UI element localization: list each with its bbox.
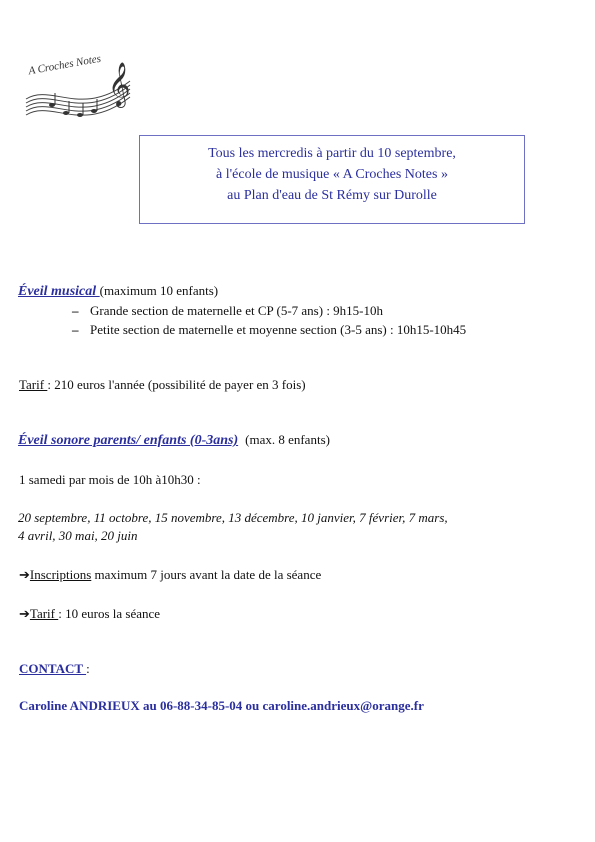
dash-bullet-icon: – [72, 322, 79, 337]
contact-heading [19, 661, 90, 677]
header-box [139, 135, 525, 224]
header-line-2: à l'école de musique « A Croches Notes » [216, 167, 448, 182]
eveil-sonore-dates-2: 4 avril, 30 mai, 20 juin [18, 528, 138, 543]
header-line-3: au Plan d'eau de St Rémy sur Durolle [227, 188, 437, 203]
logo [22, 53, 134, 125]
contact-label: CONTACT [19, 661, 87, 676]
eveil-sonore-note: (max. 8 enfants) [245, 432, 330, 447]
arrow-right-icon: ➔ [19, 606, 30, 621]
tarif-seance-label: Tarif [29, 606, 59, 621]
eveil-sonore-dates-1: 20 septembre, 11 octobre, 15 novembre, 13 décembre, 10 janvier, 7 février, 7 mars, [18, 510, 448, 525]
eveil-musical-heading [18, 283, 218, 300]
list-item [72, 322, 466, 338]
tarif-line [19, 377, 306, 393]
eveil-sonore-title: Éveil sonore parents/ enfants (0-3ans) [18, 433, 239, 448]
header-line-1: Tous les mercredis à partir du 10 septembre, [208, 146, 456, 161]
inscriptions-line [19, 567, 321, 583]
inscriptions-label: Inscriptions [29, 567, 92, 582]
tarif-seance-line [19, 606, 160, 622]
list-item [72, 303, 383, 319]
eveil-musical-note: (maximum 10 enfants) [99, 283, 219, 298]
logo-text: A Croches Notes [27, 52, 102, 78]
inscriptions-text: maximum 7 jours avant la date de la séance [91, 567, 322, 582]
tarif-text: : 210 euros l'année (possibilité de payer en 3 fois) [47, 377, 306, 392]
eveil-musical-title: Éveil musical [18, 284, 100, 299]
contact-colon: : [86, 661, 90, 676]
contact-details[interactable]: Caroline ANDRIEUX au 06-88-34-85-04 ou caroline.andrieux@orange.fr [19, 698, 424, 713]
tarif-label: Tarif [19, 377, 48, 392]
arrow-right-icon: ➔ [19, 567, 30, 582]
svg-text:𝄞: 𝄞 [108, 62, 131, 106]
eveil-sonore-heading [18, 432, 330, 449]
list-item-text: Petite section de maternelle et moyenne section (3-5 ans) : 10h15-10h45 [90, 322, 467, 337]
tarif-seance-text: : 10 euros la séance [58, 606, 161, 621]
eveil-sonore-schedule: 1 samedi par mois de 10h à10h30 : [19, 472, 201, 487]
dash-bullet-icon: – [72, 303, 79, 318]
list-item-text: Grande section de maternelle et CP (5-7 ans) : 9h15-10h [90, 303, 384, 318]
